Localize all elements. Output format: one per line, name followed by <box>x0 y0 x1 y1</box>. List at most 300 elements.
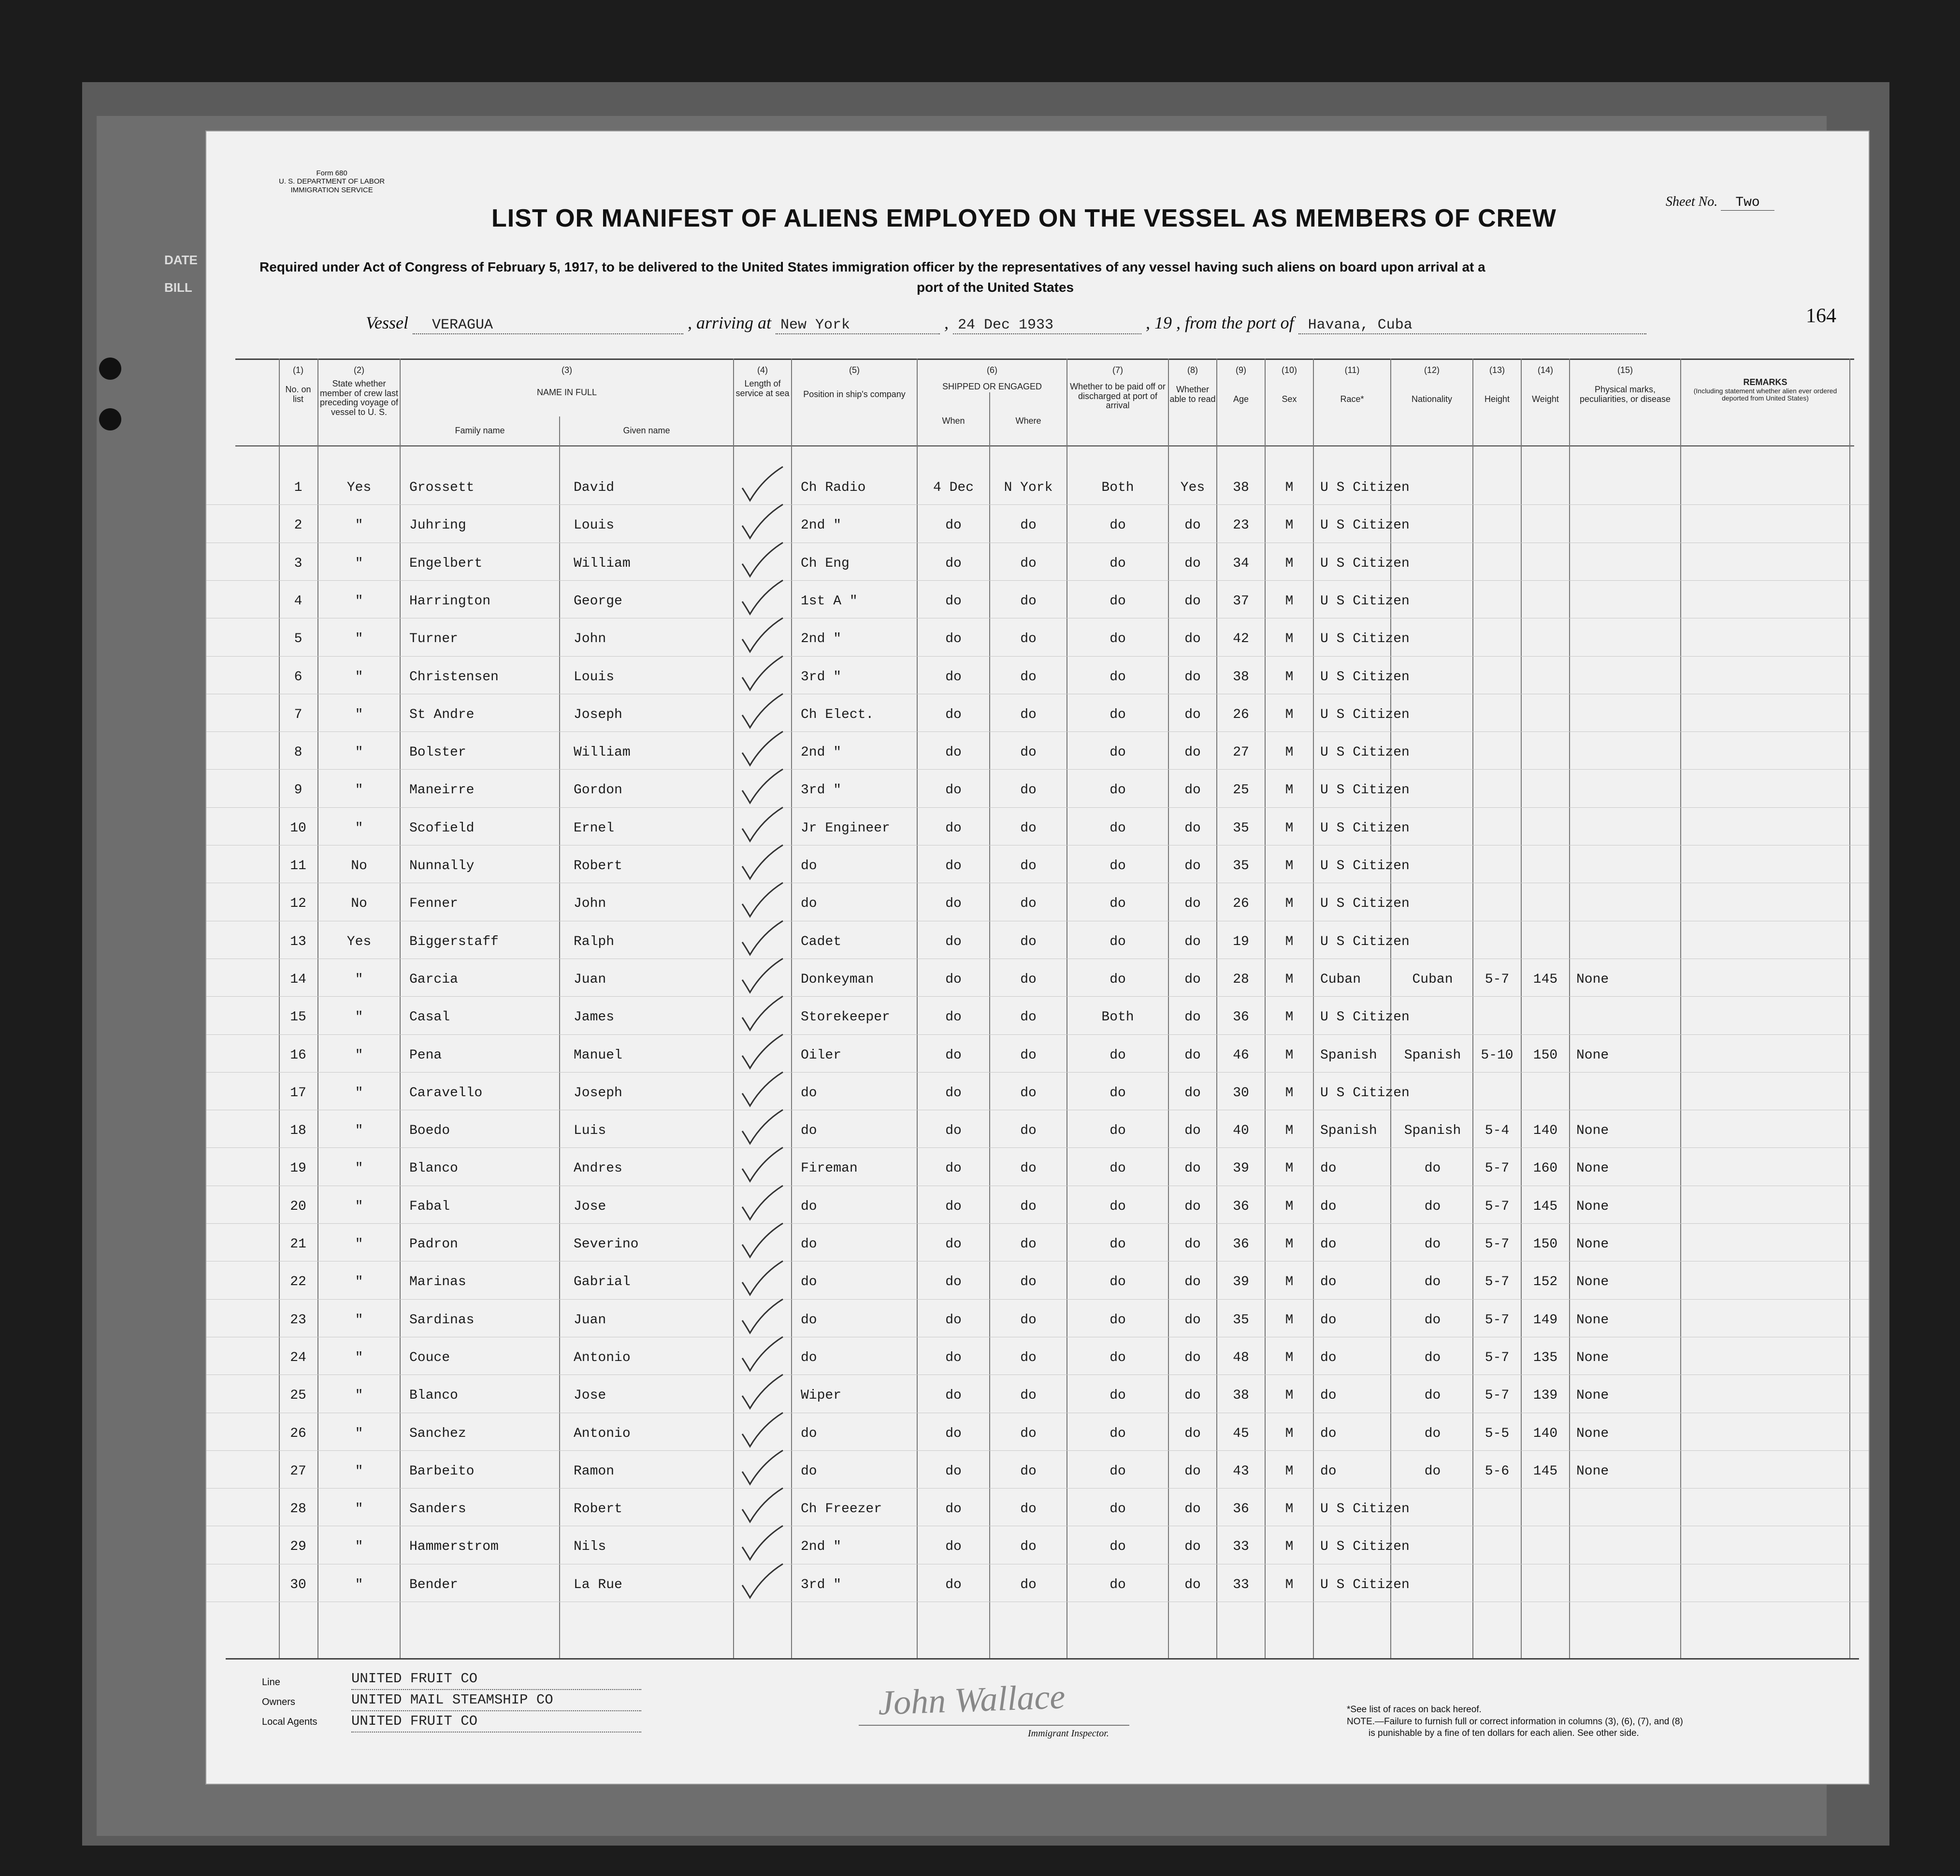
owners-value: UNITED MAIL STEAMSHIP CO <box>351 1690 641 1711</box>
cell-no: 6 <box>294 669 303 685</box>
cell-no: 26 <box>290 1426 306 1441</box>
cell-read: do <box>1184 1010 1201 1025</box>
cell-weight: 145 <box>1533 972 1558 987</box>
cell-when: do <box>945 707 962 722</box>
cell-paid: do <box>1110 1275 1126 1290</box>
cell-age: 19 <box>1233 934 1249 949</box>
cell-given: Ramon <box>574 1463 615 1479</box>
cell-where: do <box>1020 1123 1037 1139</box>
cell-nationality: do <box>1424 1161 1441 1176</box>
cell-weight: 140 <box>1533 1426 1558 1441</box>
cell-where: do <box>1020 1502 1037 1517</box>
cell-race: U S Citizen <box>1320 820 1410 836</box>
cell-given: Joseph <box>574 1085 622 1101</box>
note-races: *See list of races on back hereof. <box>1347 1704 1482 1715</box>
cell-family: Hammerstrom <box>409 1539 499 1555</box>
checkmark-icon <box>739 730 785 768</box>
cell-height: 5-7 <box>1484 1161 1510 1176</box>
cell-prev: " <box>355 1502 363 1517</box>
cell-read: do <box>1184 859 1201 874</box>
cell-given: Juan <box>574 1312 606 1328</box>
checkmark-icon <box>739 805 785 844</box>
cell-given: La Rue <box>574 1577 622 1592</box>
row-rule <box>206 807 1869 808</box>
checkmark-icon <box>739 767 785 806</box>
cell-age: 48 <box>1233 1350 1249 1365</box>
cell-where: do <box>1020 1275 1037 1290</box>
cell-when: do <box>945 518 962 533</box>
cell-no: 12 <box>290 896 306 912</box>
cell-paid: do <box>1110 1161 1126 1176</box>
cell-given: Juan <box>574 972 606 987</box>
cell-sex: M <box>1285 669 1294 685</box>
cell-nationality: Cuban <box>1412 972 1453 987</box>
cell-given: Gabrial <box>574 1275 631 1290</box>
cell-when: do <box>945 1502 962 1517</box>
cell-race: Spanish <box>1320 1047 1377 1063</box>
cell-age: 27 <box>1233 745 1249 760</box>
cell-given: John <box>574 896 606 912</box>
cell-where: do <box>1020 669 1037 685</box>
cell-position: Oiler <box>801 1047 842 1063</box>
cell-where: do <box>1020 1350 1037 1365</box>
cell-when: do <box>945 1047 962 1063</box>
cell-family: Padron <box>409 1237 458 1252</box>
cell-race: U S Citizen <box>1320 896 1410 912</box>
cell-sex: M <box>1285 1199 1294 1214</box>
cell-nationality: do <box>1424 1350 1441 1365</box>
cell-sex: M <box>1285 1237 1294 1252</box>
cell-position: Ch Eng <box>801 556 850 571</box>
cell-height: 5-7 <box>1484 972 1510 987</box>
cell-family: Juhring <box>409 518 466 533</box>
cell-paid: do <box>1110 1237 1126 1252</box>
arrival-date: 24 Dec 1933 <box>953 317 1141 334</box>
cell-prev: " <box>355 1010 363 1025</box>
cell-where: do <box>1020 1047 1037 1063</box>
note-failure: NOTE.—Failure to furnish full or correct information in columns (3), (6), (7), and (8) <box>1347 1716 1683 1727</box>
cell-given: William <box>574 745 631 760</box>
cell-given: Ernel <box>574 820 615 836</box>
cell-given: Luis <box>574 1123 606 1139</box>
table-top-rule <box>235 358 1854 360</box>
checkmark-icon <box>739 843 785 882</box>
cell-age: 39 <box>1233 1161 1249 1176</box>
cell-sex: M <box>1285 972 1294 987</box>
col-remarks-header: REMARKS (Including statement whether alien ever ordered deported from United States) <box>1693 377 1837 402</box>
row-rule <box>206 1223 1869 1224</box>
page-number: 164 <box>1806 305 1836 327</box>
cell-sex: M <box>1285 556 1294 571</box>
cell-nationality: Spanish <box>1404 1123 1461 1139</box>
cell-race: U S Citizen <box>1320 783 1410 798</box>
cell-no: 15 <box>290 1010 306 1025</box>
cell-paid: do <box>1110 934 1126 949</box>
cell-race: do <box>1320 1463 1337 1479</box>
cell-read: do <box>1184 631 1201 647</box>
checkmark-icon <box>739 919 785 958</box>
cell-position: do <box>801 859 817 874</box>
cell-when: do <box>945 896 962 912</box>
cell-paid: Both <box>1101 1010 1134 1025</box>
cell-age: 36 <box>1233 1199 1249 1214</box>
cell-race: U S Citizen <box>1320 707 1410 722</box>
cell-race: U S Citizen <box>1320 631 1410 647</box>
checkmark-icon <box>739 1297 785 1336</box>
cell-paid: do <box>1110 631 1126 647</box>
form-number: Form 680 <box>316 169 347 177</box>
cell-family: Garcia <box>409 972 458 987</box>
cell-race: do <box>1320 1350 1337 1365</box>
row-rule <box>206 731 1869 732</box>
cell-position: do <box>801 1085 817 1101</box>
col-position-header: (5) Position in ship's company <box>803 365 906 399</box>
cell-paid: do <box>1110 556 1126 571</box>
cell-race: U S Citizen <box>1320 518 1410 533</box>
cell-age: 33 <box>1233 1577 1249 1592</box>
cell-family: Couce <box>409 1350 450 1365</box>
cell-sex: M <box>1285 1275 1294 1290</box>
cell-given: Ralph <box>574 934 615 949</box>
cell-age: 34 <box>1233 556 1249 571</box>
cell-when: do <box>945 1123 962 1139</box>
cell-prev: " <box>355 1577 363 1592</box>
cell-position: 3rd " <box>801 1577 842 1592</box>
checkmark-icon <box>739 1259 785 1298</box>
cell-when: do <box>945 1350 962 1365</box>
cell-no: 7 <box>294 707 303 722</box>
cell-family: Casal <box>409 1010 450 1025</box>
cell-paid: do <box>1110 1388 1126 1403</box>
owners-label: Owners <box>262 1697 295 1707</box>
cell-position: Ch Elect. <box>801 707 874 722</box>
cell-where: do <box>1020 556 1037 571</box>
cell-prev: " <box>355 1312 363 1328</box>
cell-sex: M <box>1285 1123 1294 1139</box>
cell-age: 40 <box>1233 1123 1249 1139</box>
cell-weight: 150 <box>1533 1237 1558 1252</box>
cell-no: 5 <box>294 631 303 647</box>
cell-given: Manuel <box>574 1047 622 1063</box>
cell-age: 28 <box>1233 972 1249 987</box>
cell-paid: do <box>1110 859 1126 874</box>
checkmark-icon <box>739 1221 785 1260</box>
cell-sex: M <box>1285 1161 1294 1176</box>
agents-value: UNITED FRUIT CO <box>351 1711 641 1733</box>
cell-marks: None <box>1576 1463 1609 1479</box>
cell-paid: do <box>1110 972 1126 987</box>
subtitle-line-2: port of the United States <box>917 280 1074 295</box>
cell-no: 22 <box>290 1275 306 1290</box>
cell-family: Caravello <box>409 1085 483 1101</box>
cell-no: 10 <box>290 820 306 836</box>
col-no-header: (1) No. on list <box>285 365 311 404</box>
cell-family: Turner <box>409 631 458 647</box>
cell-when: do <box>945 593 962 609</box>
cell-marks: None <box>1576 972 1609 987</box>
cell-where: do <box>1020 1426 1037 1441</box>
cell-family: Barbeito <box>409 1463 475 1479</box>
checkmark-icon <box>739 1032 785 1071</box>
col-family-name-header: Family name <box>455 426 505 435</box>
checkmark-icon <box>739 1562 785 1601</box>
cell-no: 3 <box>294 556 303 571</box>
cell-sex: M <box>1285 896 1294 912</box>
row-rule <box>206 504 1869 505</box>
cell-read: do <box>1184 1085 1201 1101</box>
cell-given: Antonio <box>574 1350 631 1365</box>
cell-family: Christensen <box>409 669 499 685</box>
cell-prev: Yes <box>346 480 372 495</box>
cell-race: do <box>1320 1161 1337 1176</box>
cell-nationality: do <box>1424 1237 1441 1252</box>
cell-when: do <box>945 859 962 874</box>
cell-paid: do <box>1110 1199 1126 1214</box>
cell-position: Donkeyman <box>801 972 874 987</box>
row-rule <box>206 996 1869 997</box>
page-title: LIST OR MANIFEST OF ALIENS EMPLOYED ON THE VESSEL AS MEMBERS OF CREW <box>491 204 1556 232</box>
cell-read: do <box>1184 556 1201 571</box>
cell-age: 36 <box>1233 1010 1249 1025</box>
cell-read: do <box>1184 1388 1201 1403</box>
checkmark-icon <box>739 1335 785 1374</box>
cell-weight: 152 <box>1533 1275 1558 1290</box>
cell-sex: M <box>1285 1539 1294 1555</box>
cell-prev: " <box>355 1237 363 1252</box>
cell-height: 5-4 <box>1484 1123 1510 1139</box>
cell-no: 29 <box>290 1539 306 1555</box>
cell-age: 38 <box>1233 1388 1249 1403</box>
cell-family: Bolster <box>409 745 466 760</box>
checkmark-icon <box>739 1146 785 1184</box>
cell-where: do <box>1020 1085 1037 1101</box>
cell-age: 36 <box>1233 1502 1249 1517</box>
cell-age: 33 <box>1233 1539 1249 1555</box>
cell-no: 23 <box>290 1312 306 1328</box>
cell-position: 3rd " <box>801 669 842 685</box>
cell-nationality: do <box>1424 1312 1441 1328</box>
cell-prev: " <box>355 1161 363 1176</box>
cell-family: Sanchez <box>409 1426 466 1441</box>
cell-sex: M <box>1285 1502 1294 1517</box>
manifest-sheet <box>205 130 1870 1785</box>
footer-values <box>351 1669 641 1733</box>
cell-when: do <box>945 1161 962 1176</box>
cell-paid: do <box>1110 896 1126 912</box>
col-given-name-header: Given name <box>623 426 670 435</box>
footer-notes <box>1347 1704 1683 1740</box>
cell-family: Boedo <box>409 1123 450 1139</box>
checkmark-icon <box>739 692 785 730</box>
cell-no: 11 <box>290 859 306 874</box>
cell-given: Robert <box>574 1502 622 1517</box>
cell-position: Cadet <box>801 934 842 949</box>
cell-sex: M <box>1285 631 1294 647</box>
cell-paid: do <box>1110 593 1126 609</box>
cell-given: Andres <box>574 1161 622 1176</box>
checkmark-icon <box>739 1373 785 1411</box>
cell-when: do <box>945 1199 962 1214</box>
checkmark-icon <box>739 541 785 579</box>
cell-age: 45 <box>1233 1426 1249 1441</box>
cell-read: do <box>1184 1047 1201 1063</box>
cell-when: do <box>945 1237 962 1252</box>
cell-nationality: do <box>1424 1463 1441 1479</box>
sheet-value: Two <box>1721 195 1774 211</box>
cell-read: do <box>1184 593 1201 609</box>
cell-marks: None <box>1576 1237 1609 1252</box>
cell-sex: M <box>1285 1010 1294 1025</box>
cell-sex: M <box>1285 518 1294 533</box>
cell-given: Joseph <box>574 707 622 722</box>
cell-given: Jose <box>574 1388 606 1403</box>
cell-read: do <box>1184 1463 1201 1479</box>
cell-when: do <box>945 783 962 798</box>
line-label: Line <box>262 1677 280 1688</box>
cell-given: Nils <box>574 1539 606 1555</box>
cell-no: 1 <box>294 480 303 495</box>
cell-age: 36 <box>1233 1237 1249 1252</box>
footer-labels <box>262 1673 317 1732</box>
cell-position: do <box>801 896 817 912</box>
cell-weight: 149 <box>1533 1312 1558 1328</box>
cell-prev: " <box>355 707 363 722</box>
cell-race: U S Citizen <box>1320 556 1410 571</box>
cell-nationality: Spanish <box>1404 1047 1461 1063</box>
cell-no: 27 <box>290 1463 306 1479</box>
from-port: Havana, Cuba <box>1298 317 1646 334</box>
cell-position: do <box>801 1426 817 1441</box>
checkmark-icon <box>739 616 785 655</box>
cell-sex: M <box>1285 1047 1294 1063</box>
cell-no: 9 <box>294 783 303 798</box>
cell-weight: 139 <box>1533 1388 1558 1403</box>
cell-race: do <box>1320 1312 1337 1328</box>
cell-where: do <box>1020 1463 1037 1479</box>
cell-family: Maneirre <box>409 783 475 798</box>
cell-age: 42 <box>1233 631 1249 647</box>
cell-age: 43 <box>1233 1463 1249 1479</box>
cell-position: do <box>801 1312 817 1328</box>
cell-age: 26 <box>1233 707 1249 722</box>
col-prev-voyage-header: (2) State whether member of crew last preceding voyage of vessel to U. S. <box>319 365 399 417</box>
cell-given: William <box>574 556 631 571</box>
col-paid-off-header: (7) Whether to be paid off or discharged at port of arrival <box>1070 365 1166 411</box>
cell-read: do <box>1184 1123 1201 1139</box>
cell-where: do <box>1020 707 1037 722</box>
checkmark-icon <box>739 957 785 995</box>
cell-age: 38 <box>1233 480 1249 495</box>
checkmark-icon <box>739 881 785 919</box>
cell-position: 2nd " <box>801 631 842 647</box>
checkmark-icon <box>739 465 785 503</box>
cell-prev: " <box>355 1047 363 1063</box>
checkmark-icon <box>739 1108 785 1146</box>
cell-race: U S Citizen <box>1320 669 1410 685</box>
cell-family: Blanco <box>409 1388 458 1403</box>
subtitle-line-1: Required under Act of Congress of February 5, 1917, to be delivered to the United States immigration officer by the representatives of any vessel having such aliens on board upon arrival at a <box>259 259 1485 274</box>
col-marks-header: (15) Physical marks, peculiarities, or disease <box>1579 365 1671 404</box>
agents-label: Local Agents <box>262 1717 317 1727</box>
cell-family: St Andre <box>409 707 475 722</box>
cell-sex: M <box>1285 593 1294 609</box>
cell-race: do <box>1320 1388 1337 1403</box>
cell-position: Fireman <box>801 1161 858 1176</box>
row-rule <box>206 1072 1869 1073</box>
from-label: , from the port of <box>1176 313 1294 332</box>
cell-prev: " <box>355 1085 363 1101</box>
signature-rule <box>859 1725 1129 1726</box>
cell-no: 14 <box>290 972 306 987</box>
cell-given: David <box>574 480 615 495</box>
checkmark-icon <box>739 1070 785 1109</box>
cell-when: do <box>945 1463 962 1479</box>
col-service-header: (4) Length of service at sea <box>735 365 790 398</box>
form-info <box>279 169 385 194</box>
cell-no: 25 <box>290 1388 306 1403</box>
row-rule <box>206 1299 1869 1300</box>
cell-family: Nunnally <box>409 859 475 874</box>
cell-given: Gordon <box>574 783 622 798</box>
cell-position: do <box>801 1123 817 1139</box>
checkmark-icon <box>739 1486 785 1525</box>
cell-read: do <box>1184 1426 1201 1441</box>
cell-where: do <box>1020 820 1037 836</box>
cell-prev: " <box>355 556 363 571</box>
cell-read: Yes <box>1180 480 1205 495</box>
cell-prev: " <box>355 518 363 533</box>
cell-when: do <box>945 745 962 760</box>
cell-paid: do <box>1110 1085 1126 1101</box>
cell-race: do <box>1320 1199 1337 1214</box>
cell-marks: None <box>1576 1275 1609 1290</box>
cell-sex: M <box>1285 1085 1294 1101</box>
vessel-label: Vessel <box>366 313 408 332</box>
cell-marks: None <box>1576 1426 1609 1441</box>
cell-no: 4 <box>294 593 303 609</box>
row-rule <box>206 1034 1869 1035</box>
cell-family: Sanders <box>409 1502 466 1517</box>
cell-height: 5-7 <box>1484 1275 1510 1290</box>
cell-prev: " <box>355 972 363 987</box>
col-shipped-header: (6) SHIPPED OR ENGAGED <box>942 365 1042 391</box>
cell-no: 24 <box>290 1350 306 1365</box>
cell-age: 25 <box>1233 783 1249 798</box>
sheet-label: Sheet No. <box>1666 194 1718 209</box>
cell-where: do <box>1020 934 1037 949</box>
row-rule <box>206 769 1869 770</box>
cell-no: 20 <box>290 1199 306 1214</box>
cell-paid: Both <box>1101 480 1134 495</box>
cell-family: Bender <box>409 1577 458 1592</box>
cell-paid: do <box>1110 820 1126 836</box>
col-nationality-header: (12) Nationality <box>1411 365 1453 404</box>
cell-paid: do <box>1110 745 1126 760</box>
cell-sex: M <box>1285 480 1294 495</box>
cell-read: do <box>1184 707 1201 722</box>
col-name-header: (3) NAME IN FULL <box>536 365 597 397</box>
checkmark-icon <box>739 1448 785 1487</box>
cell-position: 2nd " <box>801 1539 842 1555</box>
row-rule <box>206 1450 1869 1451</box>
cell-when: do <box>945 1085 962 1101</box>
cell-read: do <box>1184 1539 1201 1555</box>
cell-when: do <box>945 1577 962 1592</box>
cell-paid: do <box>1110 669 1126 685</box>
cell-prev: " <box>355 1426 363 1441</box>
cell-prev: " <box>355 1463 363 1479</box>
cell-race: U S Citizen <box>1320 859 1410 874</box>
